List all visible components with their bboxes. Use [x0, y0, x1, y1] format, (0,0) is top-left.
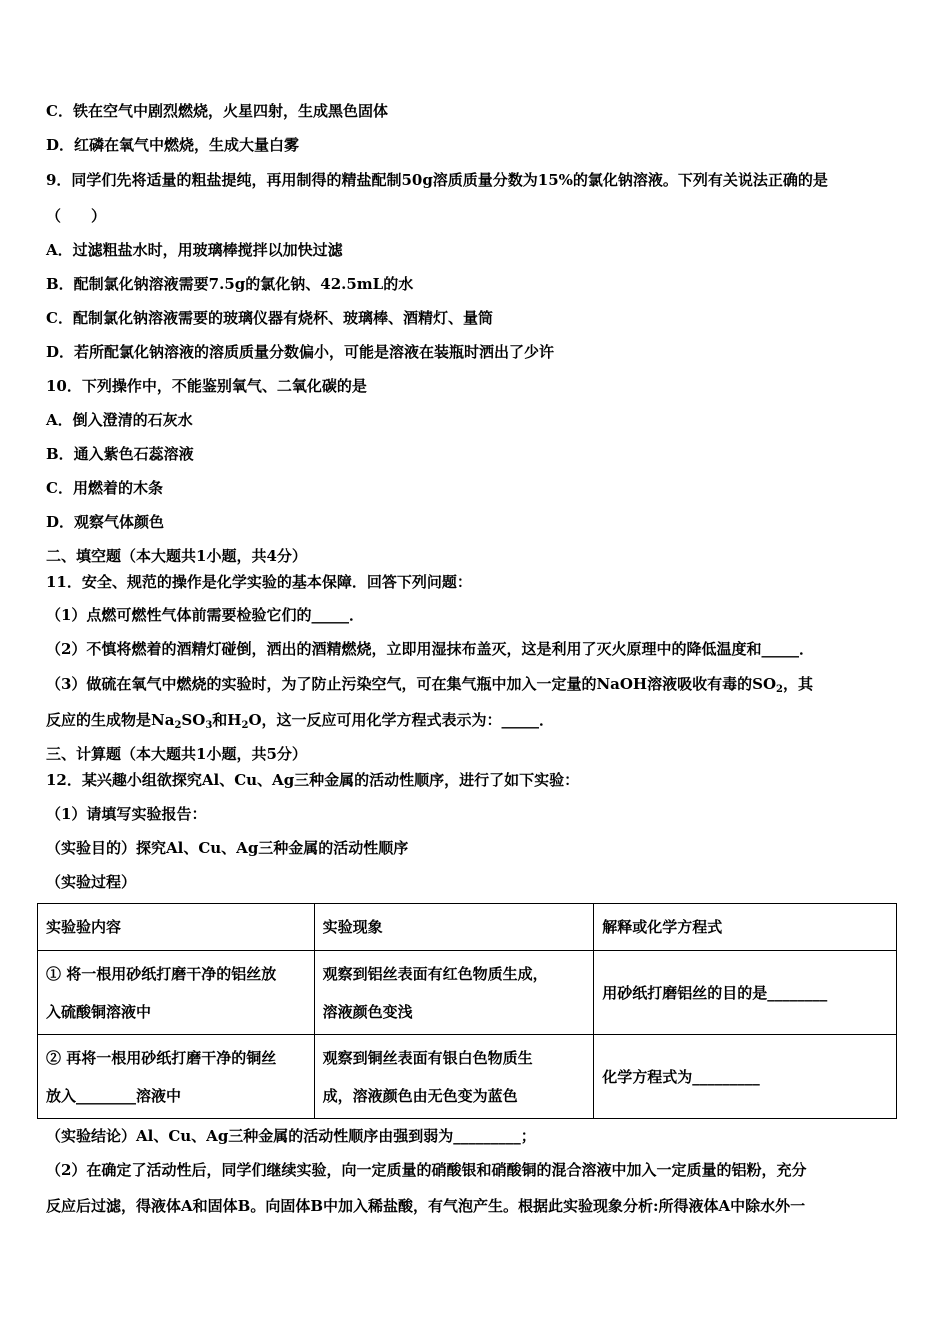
q10-option-c: C．用燃着的木条	[46, 479, 163, 497]
table-header-cell: 解释或化学方程式	[594, 904, 897, 951]
q12-part-2-line-2: 反应后过滤，得液体A和固体B。向固体B中加入稀盐酸，有气泡产生。根据此实验现象分析:所得液体A中除水外一	[46, 1197, 806, 1215]
table-cell-content: ① 将一根用砂纸打磨干净的铝丝放 入硫酸铜溶液中	[38, 951, 315, 1035]
q12-goal: （实验目的）探究Al、Cu、Ag三种金属的活动性顺序	[46, 839, 409, 857]
q11-part-3-line-2: 反应的生成物是$Na_2SO_3$和$H_2O$，这一反应可用化学方程式表示为：_____．	[46, 711, 555, 731]
q11-part-2: （2）不慎将燃着的酒精灯碰倒，洒出的酒精燃烧，立即用湿抹布盖灭，这是利用了灭火原理中的降低温度和_____．	[46, 640, 814, 658]
q10-option-d: D．观察气体颜色	[46, 513, 165, 531]
q10-option-b: B．通入紫色石蕊溶液	[46, 445, 194, 463]
table-row	[38, 1035, 897, 1119]
section-3-heading: 三、计算题（本大题共1小题，共5分）	[46, 745, 307, 763]
section-2-heading: 二、填空题（本大题共1小题，共4分）	[46, 547, 307, 565]
table-cell-explain: 用砂纸打磨铝丝的目的是________	[594, 951, 897, 1035]
q9-option-a: A．过滤粗盐水时，用玻璃棒搅拌以加快过滤	[46, 241, 343, 259]
q10-stem: 10．下列操作中，不能鉴别氧气、二氧化碳的是	[46, 377, 367, 395]
experiment-table	[37, 903, 897, 1119]
table-header-row	[38, 904, 897, 951]
table-header-cell: 实验现象	[314, 904, 594, 951]
table-header-cell: 实验验内容	[38, 904, 315, 951]
q11-stem: 11．安全、规范的操作是化学实验的基本保障．回答下列问题：	[46, 573, 472, 591]
q12-conclusion: （实验结论）Al、Cu、Ag三种金属的活动性顺序由强到弱为_________；	[46, 1127, 536, 1145]
q11-part-1: （1）点燃可燃性气体前需要检验它们的_____．	[46, 606, 364, 624]
q12-part-1: （1）请填写实验报告：	[46, 805, 207, 823]
q9-option-c: C．配制氯化钠溶液需要的玻璃仪器有烧杯、玻璃棒、酒精灯、量筒	[46, 309, 493, 327]
q12-process-label: （实验过程）	[46, 873, 137, 891]
table-cell-content: ② 再将一根用砂纸打磨干净的铜丝 放入________溶液中	[38, 1035, 315, 1119]
q9-stem: 9．同学们先将适量的粗盐提纯，再用制得的精盐配制50g溶质质量分数为15%的氯化钠溶液。下列有关说法正确的是	[46, 171, 828, 189]
table-cell-explain: 化学方程式为_________	[594, 1035, 897, 1119]
q12-stem: 12．某兴趣小组欲探究Al、Cu、Ag三种金属的活动性顺序，进行了如下实验：	[46, 771, 580, 789]
table-row	[38, 951, 897, 1035]
table-cell-phenomenon: 观察到铝丝表面有红色物质生成， 溶液颜色变浅	[314, 951, 594, 1035]
q12-part-2-line-1: （2）在确定了活动性后，同学们继续实验，向一定质量的硝酸银和硝酸铜的混合溶液中加入一定质量的铝粉，充分	[46, 1161, 807, 1179]
q10-option-a: A．倒入澄清的石灰水	[46, 411, 193, 429]
q11-part-3-line-1: （3）做硫在氧气中燃烧的实验时，为了防止污染空气，可在集气瓶中加入一定量的NaOH溶液吸收有毒的$SO_2$，其	[46, 675, 813, 695]
table-cell-phenomenon: 观察到铜丝表面有银白色物质生 成，溶液颜色由无色变为蓝色	[314, 1035, 594, 1119]
q9-option-d: D．若所配氯化钠溶液的溶质质量分数偏小，可能是溶液在装瓶时洒出了少许	[46, 343, 555, 361]
q8-option-c: C．铁在空气中剧烈燃烧，火星四射，生成黑色固体	[46, 102, 388, 120]
q8-option-d: D．红磷在氧气中燃烧，生成大量白雾	[46, 136, 300, 154]
q9-paren: （ ）	[46, 207, 107, 225]
q9-option-b: B．配制氯化钠溶液需要7.5g的氯化钠、42.5mL的水	[46, 275, 414, 293]
